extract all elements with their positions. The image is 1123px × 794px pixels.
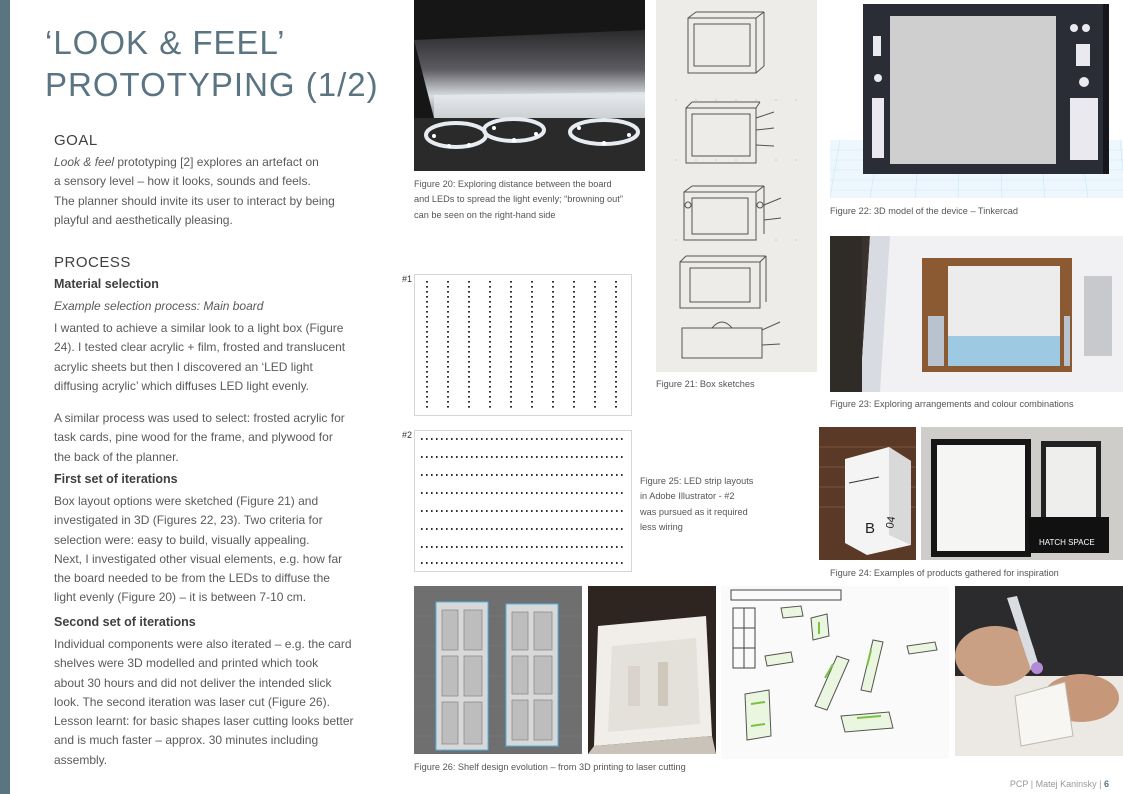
para-line: selection were: easy to build, visually appealing. — [54, 532, 310, 547]
figure-26-printed-shelf — [588, 586, 716, 754]
figure-23-caption: Figure 23: Exploring arrangements and colour combinations — [830, 399, 1074, 409]
figure-22-caption: Figure 22: 3D model of the device – Tinkercad — [830, 206, 1018, 216]
para-line: look. The second iteration was laser cut (Figure 26). — [54, 694, 330, 709]
goal-line2: a sensory level – how it looks, sounds and feels. — [54, 174, 311, 189]
para-line: Lesson learnt: for basic shapes laser cutting looks better — [54, 714, 354, 729]
para-line: 24). I tested clear acrylic + film, frosted and translucent — [54, 340, 346, 355]
figure-25-caption — [640, 474, 753, 536]
process-paragraph-1 — [54, 319, 372, 396]
first-iterations-heading: First set of iterations — [54, 472, 178, 486]
page-footer — [1010, 779, 1109, 789]
caption-line: and LEDs to spread the light evenly; “browning out” — [414, 194, 623, 205]
para-line: Box layout options were sketched (Figure 21) and — [54, 494, 319, 508]
caption-line: Figure 20: Exploring distance between the board — [414, 179, 612, 189]
page-title-line1: ‘LOOK & FEEL’ — [45, 24, 286, 61]
process-paragraph-3 — [54, 492, 372, 608]
para-line: shelves were 3D modelled and printed which took — [54, 656, 319, 671]
para-line: Individual components were also iterated – e.g. the card — [54, 637, 352, 651]
goal-line1-rest: prototyping [2] explores an artefact on — [114, 155, 319, 169]
para-line: the back of the planner. — [54, 449, 179, 464]
para-line: A similar process was used to select: frosted acrylic for — [54, 411, 345, 425]
led-layout-2 — [414, 430, 632, 572]
material-selection-heading: Material selection — [54, 277, 159, 291]
lamp-letter: B — [865, 520, 876, 537]
process-paragraph-2 — [54, 409, 372, 467]
layout-1-label: #1 — [402, 274, 413, 284]
process-heading: PROCESS — [54, 254, 131, 271]
goal-heading: GOAL — [54, 132, 98, 149]
look-feel-term: Look & feel — [54, 155, 115, 169]
caption-line: in Adobe Illustrator - #2 — [640, 491, 735, 502]
figure-23-photo — [830, 236, 1123, 392]
layout-2-label: #2 — [402, 430, 413, 440]
process-paragraph-4 — [54, 635, 372, 770]
para-line: diffusing acrylic’ which diffuses LED light evenly. — [54, 378, 310, 393]
figure-22-3d-model — [830, 0, 1123, 198]
figure-24-lamp-photo — [819, 427, 916, 560]
accent-stripe — [0, 0, 10, 794]
figure-26-3d-shelf — [414, 586, 582, 754]
para-line: acrylic sheets but then I discovered an ‘LED light — [54, 359, 313, 374]
goal-line1 — [54, 153, 372, 172]
figure-21-caption: Figure 21: Box sketches — [656, 379, 755, 389]
para-line: assembly. — [54, 752, 108, 767]
para-line: and is much faster – approx. 30 minutes including — [54, 733, 319, 748]
figure-20-caption — [414, 177, 623, 223]
figure-21-sketch — [656, 0, 817, 372]
caption-line: was pursued as it required — [640, 506, 748, 517]
para-line: investigated in 3D (Figures 22, 23). Two criteria for — [54, 513, 323, 528]
goal-line4: playful and aesthetically pleasing. — [54, 212, 233, 227]
figure-26-caption: Figure 26: Shelf design evolution – from 3D printing to laser cutting — [414, 762, 686, 772]
goal-paragraph — [54, 153, 372, 230]
example-selection-text: Example selection process: Main board — [54, 299, 264, 313]
page-number: 6 — [1103, 779, 1109, 789]
figure-20-photo — [414, 0, 645, 171]
lamp-number: 04 — [884, 515, 899, 530]
figure-24-lightbox-photo — [921, 427, 1123, 560]
footer-credit: PCP | Matej Kaninsky | — [1009, 779, 1104, 789]
goal-line3: The planner should invite its user to interact by being — [54, 193, 335, 208]
para-line: Next, I investigated other visual elements, e.g. how far — [54, 551, 343, 566]
figure-24-caption: Figure 24: Examples of products gathered for inspiration — [830, 568, 1059, 578]
led-layout-1 — [414, 274, 632, 416]
para-line: task cards, pine wood for the frame, and plywood for — [54, 430, 333, 445]
para-line: about 30 hours and did not deliver the intended slick — [54, 675, 332, 690]
second-iterations-heading: Second set of iterations — [54, 615, 196, 629]
hatch-space-label: HATCH SPACE — [1039, 538, 1095, 547]
caption-line: can be seen on the right-hand side — [414, 209, 556, 220]
figure-26-laser-cut-sketch — [721, 586, 949, 759]
para-line: the board needed to be from the LEDs to diffuse the — [54, 571, 330, 586]
caption-line: less wiring — [640, 522, 683, 533]
page-title-line2: PROTOTYPING (1/2) — [45, 66, 379, 103]
figure-26-assembly-photo — [955, 586, 1123, 756]
para-line: light evenly (Figure 20) – it is between 7-10 cm. — [54, 590, 307, 605]
page-title — [45, 22, 379, 106]
para-line: I wanted to achieve a similar look to a light box (Figure — [54, 321, 344, 335]
caption-line: Figure 25: LED strip layouts — [640, 476, 754, 486]
